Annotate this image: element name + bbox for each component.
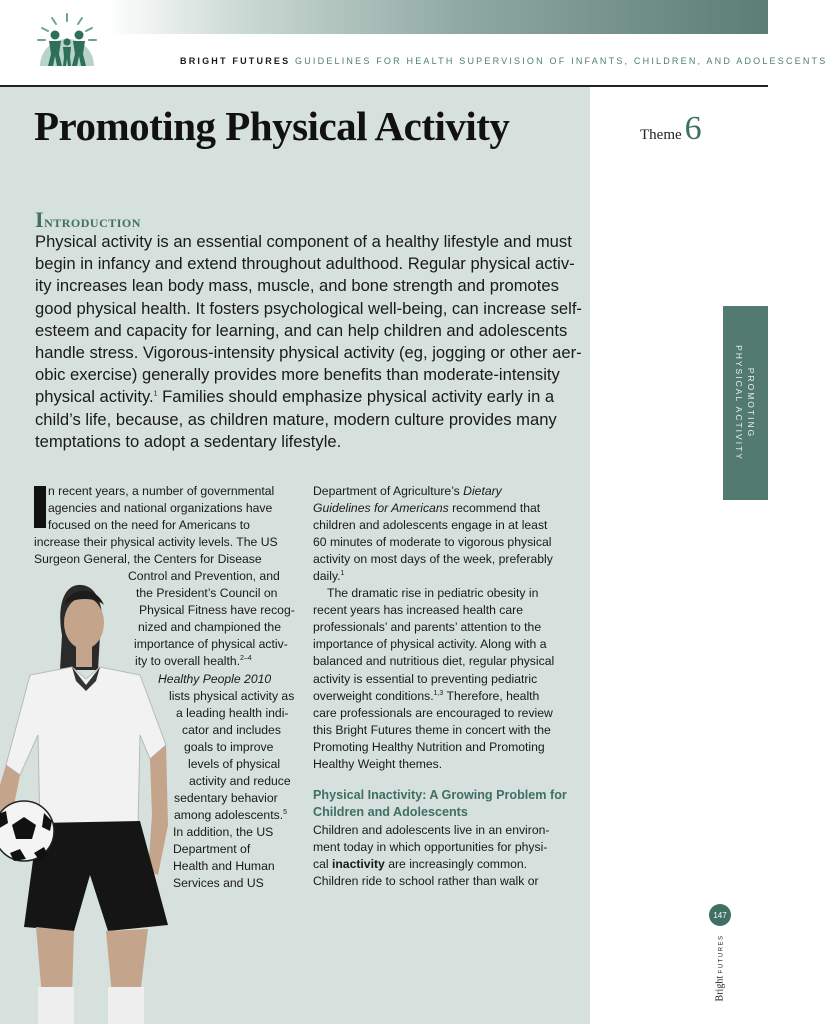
col1-line [34, 653, 304, 670]
theme-number: 6 [684, 110, 702, 147]
col1-line: In addition, the US [173, 824, 274, 839]
col1-line: n recent years, a number of governmental [48, 484, 275, 498]
col2-line-text: are increasingly common. [384, 857, 528, 872]
subheading-line: Physical Inactivity: A Growing Problem for [313, 788, 567, 802]
intro-line: child’s life, because, as children mature, modern culture provides many [35, 409, 557, 429]
right-column-continued [313, 822, 573, 890]
col1-line: activity and reduce [189, 773, 291, 788]
col2-line: 60 minutes of moderate to vigorous physical [313, 535, 552, 550]
section-tab-label [733, 345, 757, 461]
citation: 2–4 [240, 655, 252, 663]
intro-line: esteem and capacity for learning, and can help children and adolescents [35, 320, 568, 340]
intro-line-text: Families should emphasize physical activity early in a [157, 387, 555, 407]
col2-line: children and adolescents engage in at least [313, 518, 548, 533]
citation: 5 [283, 808, 287, 816]
col2-line: Children ride to school rather than walk or [313, 874, 539, 889]
col2-line: Children and adolescents live in an environ- [313, 823, 550, 837]
col2-line: The dramatic rise in pediatric obesity in [327, 586, 539, 601]
col1-line: Healthy People 2010 [158, 671, 272, 686]
intro-line: ity increases lean body mass, muscle, and bone strength and promotes [35, 276, 559, 296]
intro-line: handle stress. Vigorous-intensity physical activity (eg, jogging or other aer- [35, 343, 582, 363]
header-subtitle: GUIDELINES FOR HEALTH SUPERVISION OF INFANTS, CHILDREN, AND ADOLESCENTS [295, 56, 827, 66]
col2-line-text: overweight conditions. [313, 688, 434, 703]
col2-line: care professionals are encouraged to review [313, 705, 553, 720]
col1-line: the President’s Council on [136, 586, 278, 601]
bright-futures-logo [715, 935, 726, 1002]
col1-line: Surgeon General, the Centers for Disease [34, 552, 262, 567]
col1-line: levels of physical [188, 756, 281, 771]
col1-line: sedentary behavior [174, 790, 278, 805]
family-logo-icon [34, 10, 100, 68]
col2-line [313, 856, 573, 873]
brand-caps: FUTURES [718, 934, 725, 974]
col1-line: goals to improve [184, 739, 274, 754]
col2-line [313, 568, 573, 585]
right-column [313, 483, 573, 773]
col2-line-italic: Dietary [463, 484, 502, 498]
col1-line: importance of physical activ- [134, 637, 288, 652]
side-panel [590, 87, 768, 1024]
col1-line: Health and Human [173, 859, 275, 874]
theme-label [640, 110, 702, 148]
col2-line-text: Department of Agriculture’s [313, 484, 464, 498]
col2-line-text: cal [313, 857, 332, 872]
brand-script: Bright [714, 975, 726, 1002]
col2-line: this Bright Futures theme in concert with the [313, 722, 551, 737]
col2-line: Healthy Weight themes. [313, 756, 443, 771]
col1-line-text: ity to overall health. [135, 654, 241, 669]
col2-line: ment today in which opportunities for physi- [313, 840, 548, 855]
theme-word: Theme [640, 127, 682, 143]
col2-line-text: Therefore, health [443, 688, 540, 703]
section-subheading [313, 787, 567, 821]
intro-line: temptations to adopt a sedentary lifestyle. [35, 431, 342, 451]
col2-line: activity is essential to preventing pediatric [313, 671, 538, 686]
header-text [180, 56, 827, 66]
left-column [34, 483, 304, 892]
col1-line-text: among adolescents. [174, 807, 284, 822]
page-number-badge: 147 [709, 904, 731, 926]
intro-line: good physical health. It fosters psychological well-being, can increase self- [35, 298, 582, 318]
intro-line [35, 386, 575, 408]
page-title: Promoting Physical Activity [34, 103, 510, 149]
intro-line: Physical activity is an essential component of a healthy lifestyle and must [35, 232, 572, 251]
col2-line [313, 688, 573, 705]
col2-line: balanced and nutritious diet, regular physical [313, 654, 555, 669]
intro-heading [35, 207, 141, 233]
citation: 1,3 [433, 689, 444, 697]
header-band [0, 0, 768, 34]
intro-line-text: physical activity. [35, 387, 154, 407]
col2-line-text: recommend that [448, 501, 541, 516]
col2-line-text: daily. [313, 569, 341, 584]
col1-line: agencies and national organizations have [48, 501, 273, 516]
col2-line: professionals’ and parents’ attention to the [313, 620, 542, 635]
emphasis-inactivity: inactivity [331, 857, 385, 872]
subheading-line: Children and Adolescents [313, 805, 468, 819]
col1-line [34, 807, 304, 824]
section-tab-line2: PHYSICAL ACTIVITY [734, 345, 744, 461]
intro-line: obic exercise) generally provides more benefits than moderate-intensity [35, 365, 560, 385]
col2-line-italic: Guidelines for Americans [313, 501, 449, 516]
col1-line: Department of [173, 841, 251, 856]
header-brand: BRIGHT FUTURES [180, 56, 291, 66]
col1-line: increase their physical activity levels. The US [34, 535, 278, 550]
col1-line: Services and US [173, 876, 264, 891]
col1-line: focused on the need for Americans to [48, 518, 250, 533]
intro-heading-cap: I [35, 207, 45, 232]
col1-line: cator and includes [182, 722, 281, 737]
citation: 1 [340, 570, 345, 578]
section-tab-line1: PROMOTING [746, 367, 756, 439]
col2-line [313, 500, 573, 517]
col1-line: a leading health indi- [176, 705, 289, 720]
col2-line: recent years has increased health care [313, 603, 524, 618]
intro-heading-rest: ntroduction [44, 212, 141, 231]
col1-line: Physical Fitness have recog- [139, 603, 295, 618]
col1-line: lists physical activity as [169, 688, 295, 703]
col1-line: nized and championed the [138, 620, 281, 635]
col2-line: activity on most days of the week, preferably [313, 552, 553, 567]
col2-line [313, 483, 573, 500]
citation: 1 [153, 390, 158, 398]
col1-line: Control and Prevention, and [128, 569, 280, 584]
col2-line: importance of physical activity. Along with a [313, 637, 547, 652]
intro-line: begin in infancy and extend throughout adulthood. Regular physical activ- [35, 254, 575, 274]
intro-paragraph [35, 231, 582, 453]
col2-line: Promoting Healthy Nutrition and Promoting [313, 739, 545, 754]
